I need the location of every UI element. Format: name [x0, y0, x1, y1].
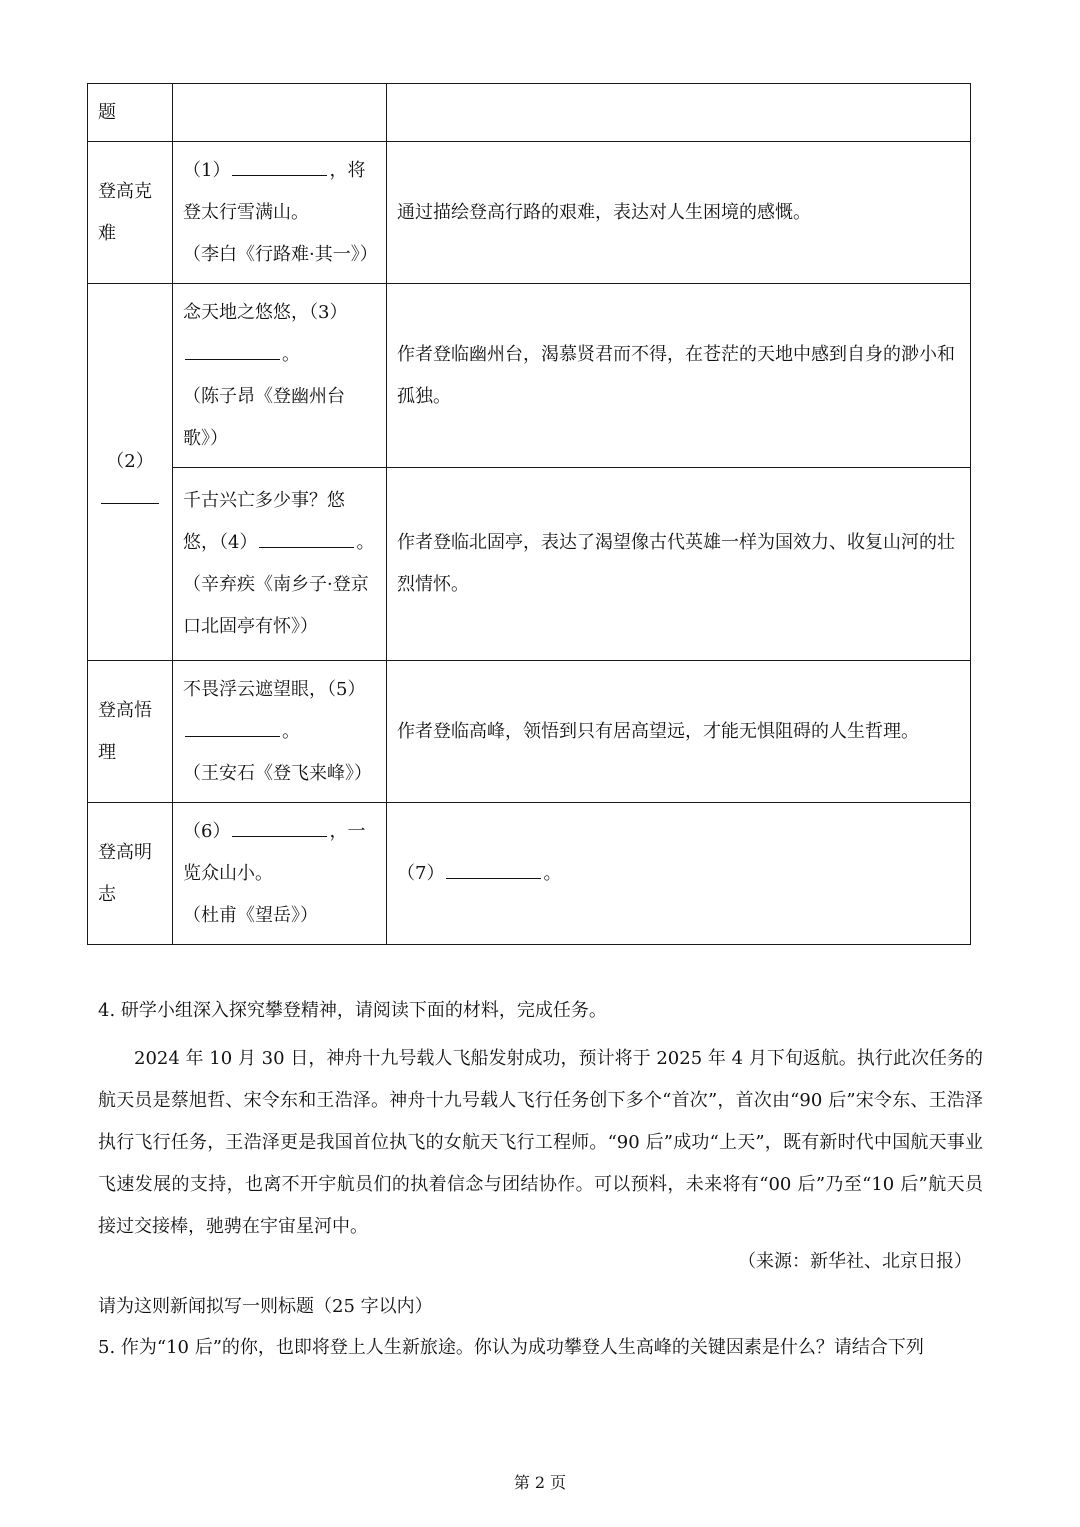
- header-cell-category: 题: [88, 84, 173, 142]
- answer-blank[interactable]: [446, 860, 541, 879]
- table-row: [88, 661, 971, 803]
- table-row: [88, 284, 971, 468]
- category-label: 登高明志: [98, 841, 152, 905]
- category-cell-blank: [88, 284, 173, 661]
- category-cell: [88, 803, 173, 945]
- verse-source: （辛弃疾《南乡子·登京口北固亭有怀》）: [183, 574, 369, 637]
- explanation-cell: 通过描绘登高行路的艰难，表达对人生困境的感慨。: [387, 142, 971, 284]
- answer-blank[interactable]: [101, 489, 159, 504]
- category-label: （2）: [106, 450, 154, 472]
- answer-blank[interactable]: [232, 818, 327, 837]
- category-label: 登高悟理: [98, 699, 152, 763]
- news-source: （来源：新华社、北京日报）: [738, 1251, 972, 1272]
- explanation-cell: 作者登临高峰，领悟到只有居高望远，才能无惧阻碍的人生哲理。: [387, 661, 971, 803]
- verse-cell: [173, 468, 387, 661]
- news-passage: 2024 年 10 月 30 日，神舟十九号载人飞船发射成功，预计将于 2025 年 4 月下旬返航。执行此次任务的航天员是蔡旭哲、宋令东和王浩泽。神舟十九号载人飞行任务创下多个“首次”，首次由“90 后”宋令东、王浩泽执行飞行任务，王浩泽更是我国首位执飞的女航天飞行工程师。“90 后”成功“上天”，既有新时代中国航天事业飞速发展的支持，也离不开宇航员们的执着信念与团结协作。可以预料，未来将有“00 后”乃至“10 后”航天员接过交接棒，驰骋在宇宙星河中。: [98, 1048, 983, 1237]
- table-row: [88, 84, 971, 142]
- page-number: 第 2 页: [513, 1473, 567, 1492]
- question-5-stem: 5. 作为“10 后”的你，也即将登上人生新旅途。你认为成功攀登人生高峰的关键因素是什么？请结合下列: [98, 1337, 924, 1358]
- table-row: [88, 142, 971, 284]
- verse-text: （6） ，一览众山小。: [183, 821, 365, 884]
- verse-source: （陈子昂《登幽州台歌》）: [183, 385, 345, 449]
- question-4-stem: 4. 研学小组深入探究攀登精神，请阅读下面的材料，完成任务。: [98, 1000, 607, 1021]
- table-row: [88, 803, 971, 945]
- verse-cell: [173, 803, 387, 945]
- verse-text: （1） ，将登太行雪满山。: [183, 160, 365, 223]
- category-label: 登高克难: [98, 180, 152, 244]
- poem-table: [87, 83, 971, 945]
- answer-blank[interactable]: [232, 157, 327, 176]
- verse-source: （杜甫《望岳》）: [183, 904, 318, 926]
- answer-blank[interactable]: [185, 341, 280, 360]
- verse-text: 念天地之悠悠，（3） 。: [183, 301, 348, 365]
- verse-cell: [173, 661, 387, 803]
- verse-cell: [173, 284, 387, 468]
- answer-blank[interactable]: [185, 718, 280, 737]
- verse-source: （李白《行路难·其一》）: [183, 243, 378, 265]
- verse-source: （王安石《登飞来峰》）: [183, 762, 372, 784]
- table-row: [88, 468, 971, 661]
- header-cell-verse: [173, 84, 387, 142]
- answer-blank[interactable]: [259, 529, 354, 548]
- header-cell-explanation: [387, 84, 971, 142]
- explanation-cell: （7） 。: [387, 803, 971, 945]
- question-4-task: 请为这则新闻拟写一则标题（25 字以内）: [98, 1296, 433, 1317]
- category-cell: [88, 142, 173, 284]
- verse-text: 不畏浮云遮望眼，（5） 。: [183, 678, 366, 742]
- explanation-cell: 作者登临幽州台，渴慕贤君而不得，在苍茫的天地中感到自身的渺小和孤独。: [387, 284, 971, 468]
- explanation-cell: 作者登临北固亭，表达了渴望像古代英雄一样为国效力、收复山河的壮烈情怀。: [387, 468, 971, 661]
- verse-text: 千古兴亡多少事？悠悠，（4） 。: [183, 490, 375, 553]
- verse-cell: [173, 142, 387, 284]
- category-cell: [88, 661, 173, 803]
